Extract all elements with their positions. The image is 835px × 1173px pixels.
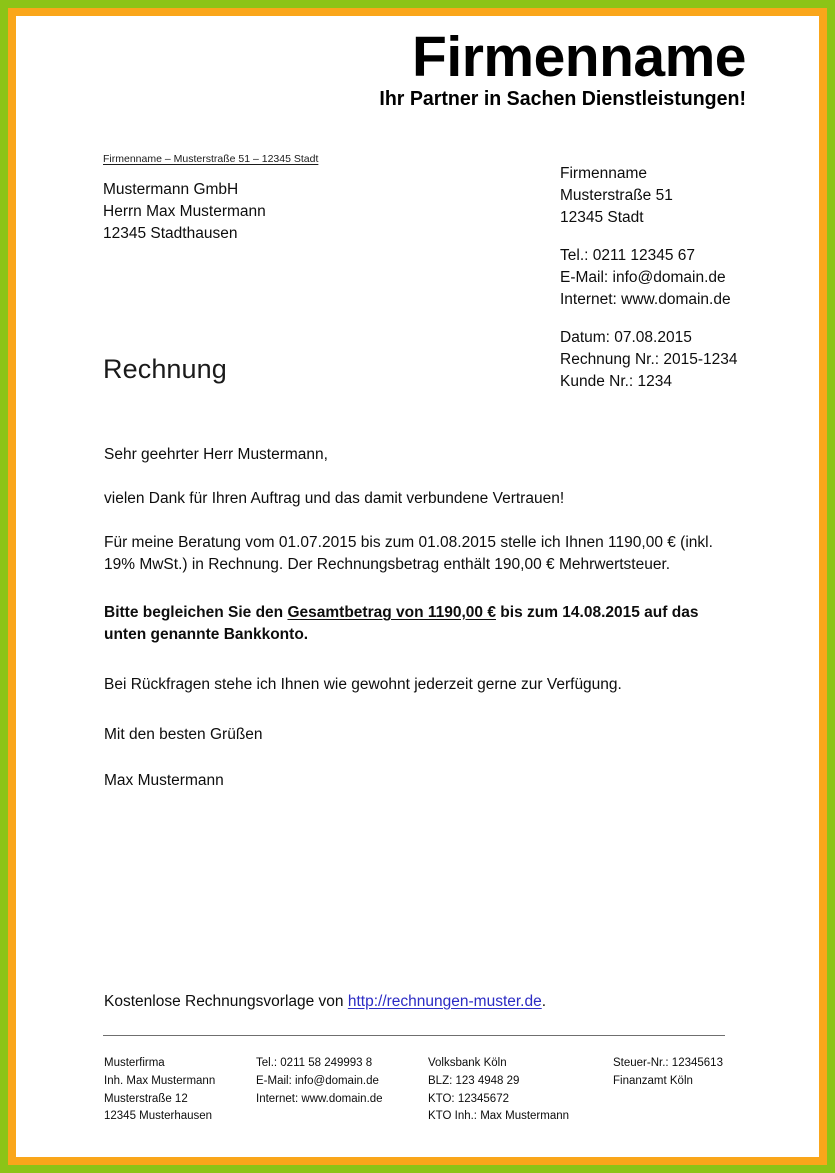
invoice-number: Rechnung Nr.: 2015-1234 — [560, 351, 738, 368]
payment-demand-prefix: Bitte begleichen Sie den — [104, 603, 288, 621]
footer-phone: Tel.: 0211 58 249993 8 — [256, 1057, 373, 1069]
sender-return-address-line: Firmenname – Musterstraße 51 – 12345 Stadt — [103, 153, 319, 165]
template-credit-prefix: Kostenlose Rechnungsvorlage von — [104, 993, 348, 1010]
footer-column-tax — [613, 1055, 763, 1126]
template-credit-note — [104, 993, 546, 1011]
recipient-person: Herrn Max Mustermann — [103, 203, 266, 220]
sender-company: Firmenname — [560, 165, 647, 182]
payment-demand-suffix: bis zum 14.08.2015 auf das unten genannte Bankkonto. — [104, 603, 699, 644]
footer-divider — [103, 1035, 725, 1036]
footer-bank-account-holder: KTO Inh.: Max Mustermann — [428, 1110, 570, 1123]
company-tagline: Ihr Partner in Sachen Dienstleistungen! — [379, 86, 746, 110]
footer-bank-name: Volksbank Köln — [428, 1057, 507, 1069]
letter-body — [104, 444, 744, 792]
footer-company-street: Musterstraße 12 — [104, 1092, 188, 1105]
invoice-date: Datum: 07.08.2015 — [560, 329, 692, 346]
payment-demand-paragraph — [104, 602, 744, 647]
recipient-address-block — [103, 179, 266, 245]
invoice-meta-group — [560, 327, 738, 393]
sender-address-group — [560, 163, 738, 229]
footer-columns — [104, 1055, 764, 1126]
sender-info-block — [560, 163, 738, 393]
footer-tax-number: Steuer-Nr.: 12345613 — [613, 1057, 723, 1069]
invoice-details-paragraph: Für meine Beratung vom 01.07.2015 bis zum 01.08.2015 stelle ich Ihnen 1190,00 € (inkl. 19% MwSt.) in Rechnung. Der Rechnungsbetrag enthält 190,00 € Mehrwertsteuer. — [104, 533, 713, 574]
footer-website: Internet: www.domain.de — [256, 1092, 383, 1105]
thanks-paragraph: vielen Dank für Ihren Auftrag und das damit verbundene Vertrauen! — [104, 490, 565, 508]
footer-bank-blz: BLZ: 123 4948 29 — [428, 1074, 520, 1087]
footer-bank-account: KTO: 12345672 — [428, 1092, 509, 1105]
template-credit-suffix: . — [541, 993, 547, 1010]
document-title: Rechnung — [103, 354, 227, 384]
letterhead — [146, 25, 746, 110]
signature-name: Max Mustermann — [104, 771, 224, 789]
sender-city: 12345 Stadt — [560, 209, 644, 226]
footer-column-company — [104, 1055, 256, 1126]
recipient-city: 12345 Stadthausen — [103, 225, 238, 242]
sender-phone: Tel.: 0211 12345 67 — [560, 247, 696, 264]
recipient-company: Mustermann GmbH — [103, 181, 239, 198]
template-source-link[interactable]: http://rechnungen-muster.de — [347, 993, 542, 1010]
questions-paragraph: Bei Rückfragen stehe ich Ihnen wie gewohnt jederzeit gerne zur Verfügung. — [104, 675, 622, 693]
company-name: Firmenname — [412, 25, 746, 89]
customer-number: Kunde Nr.: 1234 — [560, 373, 673, 390]
salutation: Sehr geehrter Herr Mustermann, — [104, 446, 328, 463]
footer-company-name: Musterfirma — [104, 1057, 165, 1069]
footer-company-city: 12345 Musterhausen — [104, 1110, 213, 1123]
sender-street: Musterstraße 51 — [560, 187, 673, 204]
closing-greeting: Mit den besten Grüßen — [104, 726, 263, 744]
sender-contact-group — [560, 245, 738, 311]
sender-website: Internet: www.domain.de — [560, 291, 731, 308]
footer-company-owner: Inh. Max Mustermann — [104, 1074, 216, 1087]
footer-tax-office: Finanzamt Köln — [613, 1074, 693, 1087]
footer-column-contact — [256, 1055, 428, 1126]
footer-email: E-Mail: info@domain.de — [256, 1074, 379, 1087]
payment-total-amount: Gesamtbetrag von 1190,00 € — [287, 603, 496, 621]
paper-sheet — [16, 16, 819, 1157]
sender-email: E-Mail: info@domain.de — [560, 269, 726, 286]
footer-column-bank — [428, 1055, 613, 1126]
